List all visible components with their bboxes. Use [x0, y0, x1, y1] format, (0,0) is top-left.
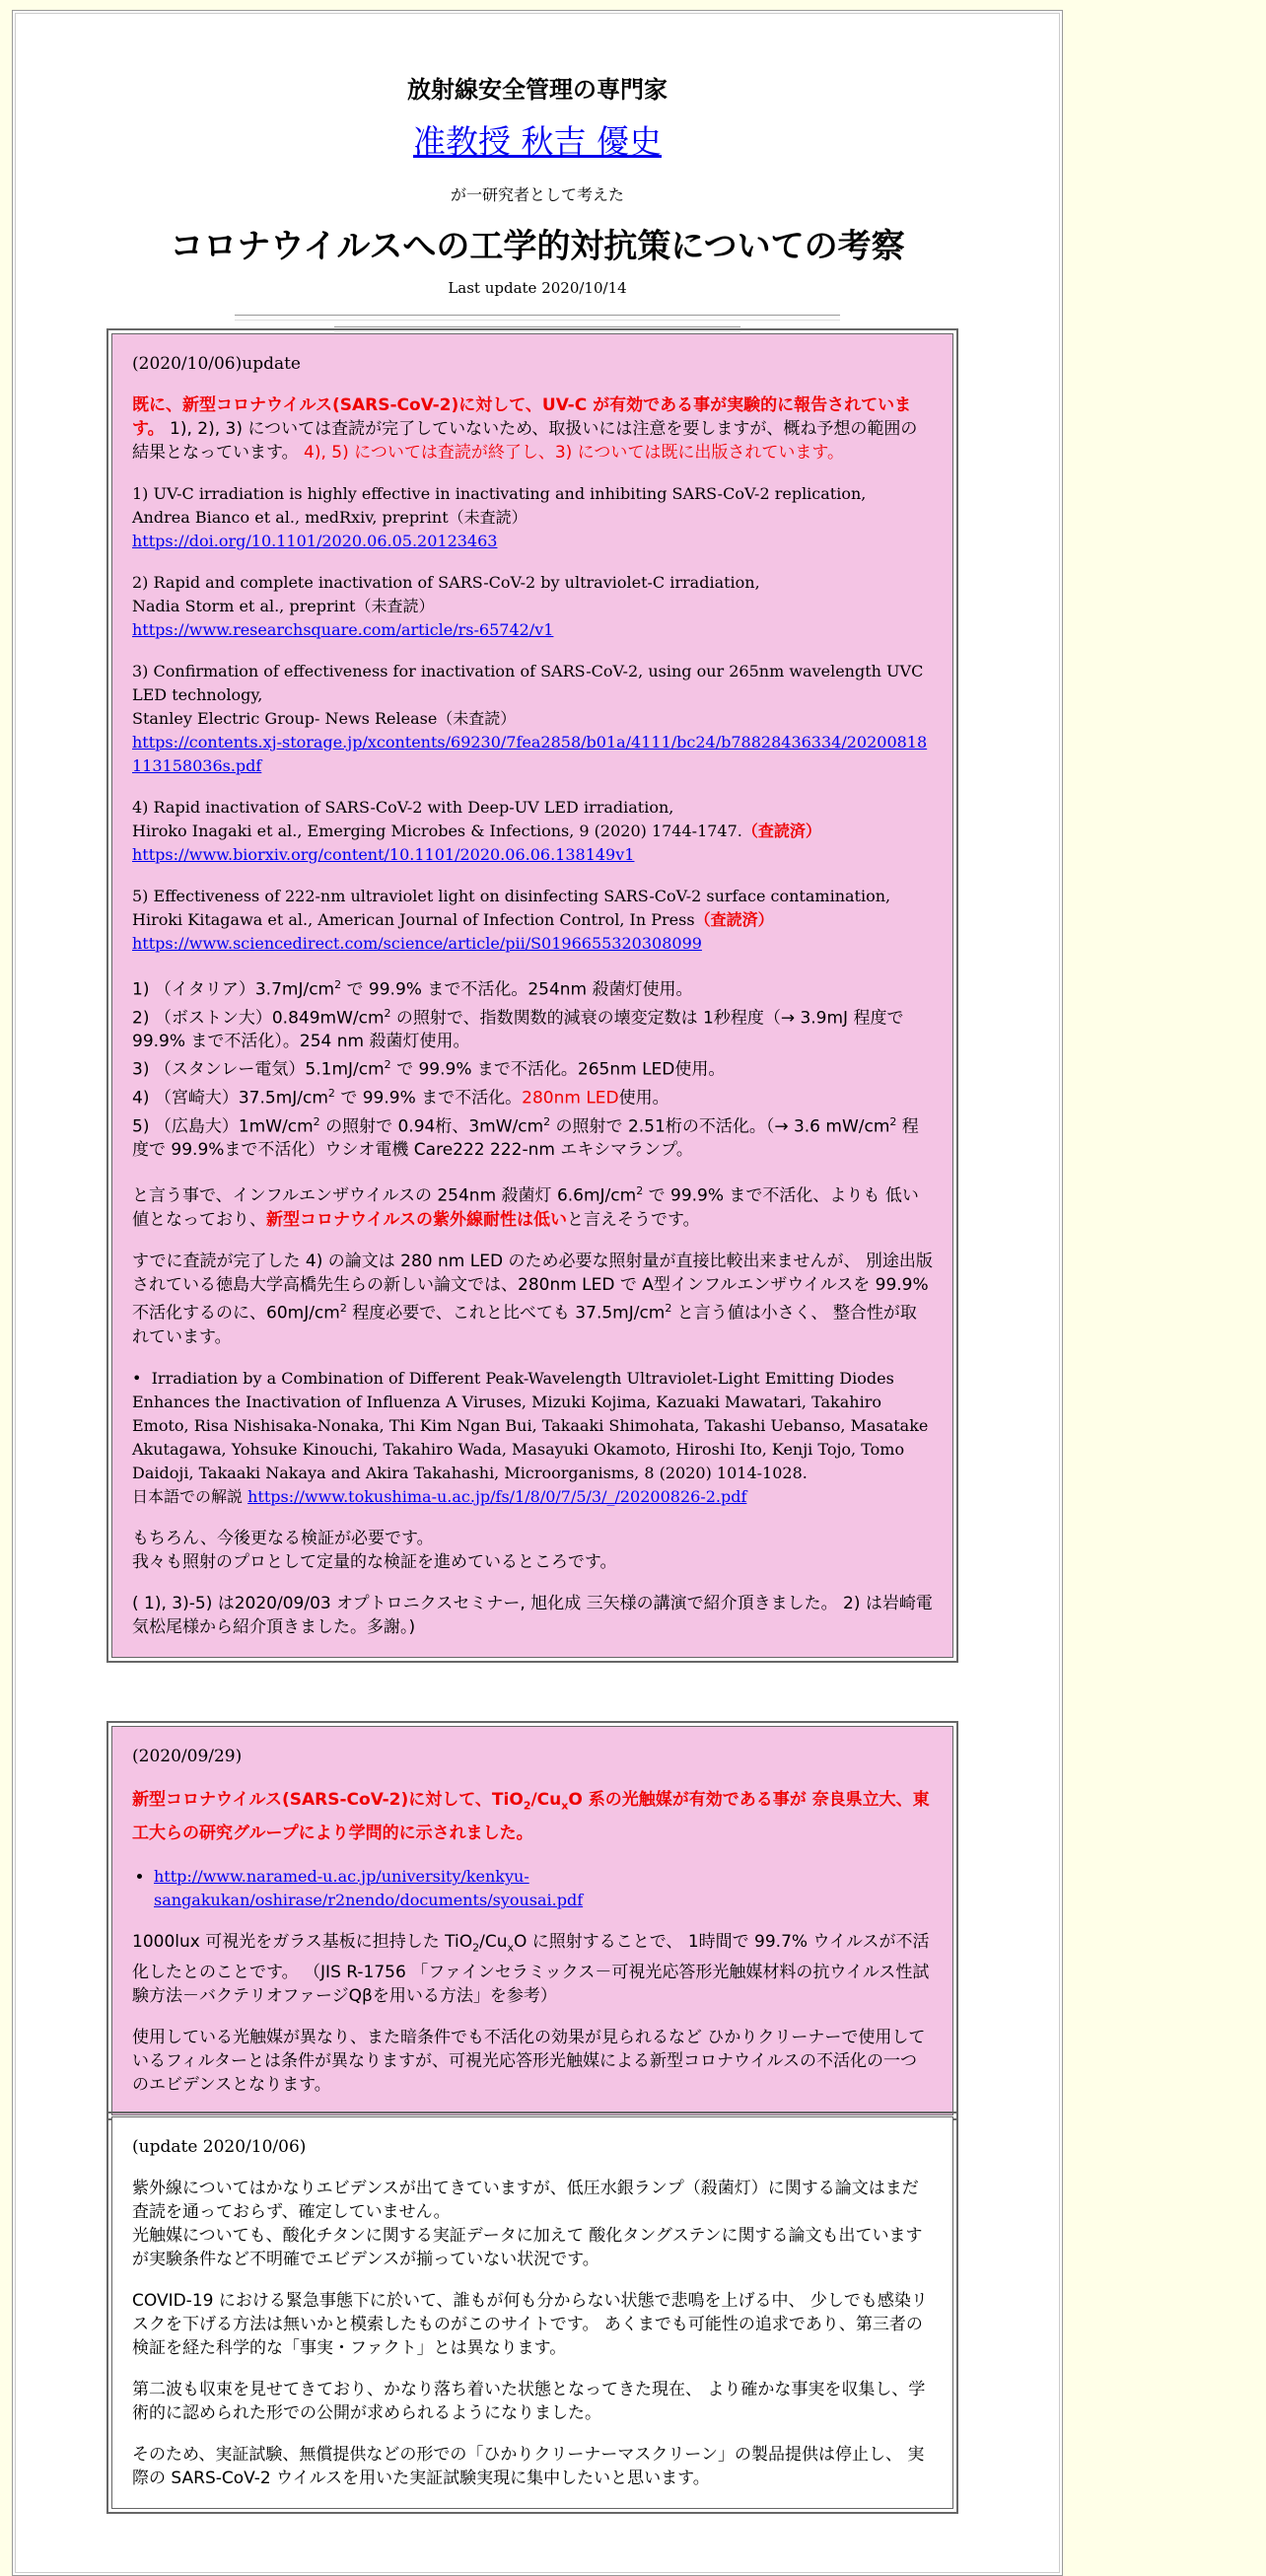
- last-update: Last update 2020/10/14: [448, 279, 627, 297]
- ref-link[interactable]: https://doi.org/10.1101/2020.06.05.20123463: [132, 532, 498, 550]
- lead-highlight: 既に、新型コロナウイルス(SARS-CoV-2)に対して、UV-C が有効である事が実験的に報告されています。: [132, 395, 912, 439]
- box-date: (2020/10/06)update: [132, 354, 301, 374]
- subscript: 2: [523, 1799, 531, 1813]
- lead-text: /Cu: [530, 1790, 562, 1810]
- superscript: 2: [313, 1114, 320, 1128]
- ref-title: 2) Rapid and complete inactivation of SARS-CoV-2 by ultraviolet-C irradiation,: [132, 573, 760, 592]
- ref-title: 4) Rapid inactivation of SARS-CoV-2 with Deep-UV LED irradiation,: [132, 798, 674, 817]
- result-4-end: 使用。: [618, 1088, 669, 1109]
- ref-title: 3) Confirmation of effectiveness for inactivation of SARS-CoV-2, using our 265nm wavelength UVC LED technology,: [132, 662, 924, 704]
- result-2: 2) （ボストン大）0.849mW/cm: [132, 1008, 385, 1029]
- divider: [235, 315, 840, 321]
- photocatalyst-box: [106, 1721, 958, 2120]
- superscript: 2: [327, 1086, 335, 1100]
- result-5-rest: 程度で 99.9%まで不活化）ウシオ電機 Care222 222-nm エキシマランプ。: [132, 1116, 919, 1161]
- bullet-reference: [132, 1367, 933, 1509]
- superscript: 2: [889, 1114, 897, 1128]
- result-5-mid2: の照射で 2.51桁の不活化。（→ 3.6 mW/cm: [550, 1116, 890, 1137]
- uvc-update-box: [106, 328, 958, 1663]
- ref-authors: Stanley Electric Group- News Release（未査読）: [132, 709, 517, 728]
- subscript: x: [561, 1799, 569, 1813]
- superscript: 2: [339, 1301, 347, 1315]
- box-date: (2020/09/29): [132, 1747, 243, 1766]
- further-verification: [132, 1527, 933, 1574]
- evidence-uv: 紫外線についてはかなりエビデンスが出てきていますが、低圧水銀ランプ（殺菌灯）に関する論文はまだ査読を通っておらず、確定していません。: [132, 2179, 919, 2222]
- author-role: が一研究者として考えた: [450, 185, 624, 204]
- ref-link[interactable]: https://contents.xj-storage.jp/xcontents/69230/7fea2858/b01a/4111/bc24/b78828436334/20200818113158036s.pdf: [132, 733, 928, 775]
- conclusion-text: と言う事で、インフルエンザウイルスの 254nm 殺菌灯 6.6mJ/cm: [132, 1185, 637, 1206]
- conclusion-text: と言えそうです。: [566, 1209, 700, 1230]
- detail-text: O に照射することで、 1時間で 99.7% ウイルスが不活化したとのことです。 （JIS R-1756 「ファインセラミックス－可視光応答形光触媒材料の抗ウイルス性試験方法－バクテリオファージQβを用いる方法」を参考）: [132, 1932, 930, 2006]
- further-text-1: もちろん、今後更なる検証が必要です。: [132, 1528, 434, 1548]
- ref-link[interactable]: https://www.sciencedirect.com/science/article/pii/S0196655320308099: [132, 934, 702, 953]
- superscript: 2: [636, 1184, 644, 1198]
- product-suspension-note: そのため、実証試験、無償提供などの形での「ひかりクリーナーマスクリーン」の製品提供は停止し、 実際の SARS-CoV-2 ウイルスを用いた実証試験実現に集中したいと思います。: [132, 2445, 925, 2488]
- ref-link[interactable]: https://www.biorxiv.org/content/10.1101/2020.06.06.138149v1: [132, 845, 635, 864]
- photocatalyst-note: 使用している光触媒が異なり、また暗条件でも不活化の効果が見られるなど ひかりクリーナーで使用しているフィルターとは条件が異なりますが、可視光応答形光触媒による新型コロナウイルスの不活化の一つのエビデンスとなります。: [132, 2027, 926, 2095]
- result-2-rest: の照射で、指数関数的減衰の壊変定数は 1秒程度（→ 3.9mJ 程度で 99.9% まで不活化）。254 nm 殺菌灯使用。: [132, 1008, 904, 1052]
- comparison-text: すでに査読が完了した 4) の論文は 280 nm LED のため必要な照射量が直接比較出来ませんが、 別途出版されている徳島大学高橋先生らの新しい論文では、280nm LED で A型インフルエンザウイルスを 99.9% 不活化するのに、60mJ/cm: [132, 1251, 933, 1324]
- result-1-rest: で 99.9% まで不活化。254nm 殺菌灯使用。: [341, 979, 693, 1000]
- result-4: 4) （宮崎大）37.5mJ/cm: [132, 1088, 328, 1109]
- ref-authors: Hiroko Inagaki et al., Emerging Microbes & Infections, 9 (2020) 1744-1747.: [132, 822, 742, 840]
- reference-3: [132, 660, 933, 778]
- conclusion-highlight: 新型コロナウイルスの紫外線耐性は低い: [266, 1209, 567, 1230]
- reference-4: [132, 796, 933, 867]
- peer-reviewed-tag: （査読済）: [741, 822, 821, 840]
- page-header: [13, 11, 1062, 344]
- photocatalyst-lead: [132, 1786, 933, 1847]
- uvc-lead: [132, 394, 933, 465]
- superscript: 2: [543, 1114, 551, 1128]
- detail-text: /Cu: [479, 1932, 508, 1953]
- ref-link[interactable]: https://www.researchsquare.com/article/rs-65742/v1: [132, 620, 554, 639]
- superscript: 2: [384, 1058, 391, 1072]
- evidence-photocatalyst: 光触媒についても、酸化チタンに関する実証データに加えて 酸化タングステンに関する論文も出ていますが実験条件など不明確でエビデンスが揃っていない状況です。: [132, 2226, 923, 2269]
- jp-explain-link[interactable]: https://www.tokushima-u.ac.jp/fs/1/8/0/7/5/3/_/20200826-2.pdf: [247, 1486, 747, 1506]
- ref-title: 5) Effectiveness of 222-nm ultraviolet light on disinfecting SARS-CoV-2 surface contamination, Hiroki Kitagawa et al., American Journal of Infection Control, In Press: [132, 887, 891, 929]
- naramed-link[interactable]: http://www.naramed-u.ac.jp/university/kenkyu-sangakukan/oshirase/r2nendo/documents/syousai.pdf: [154, 1867, 584, 1910]
- box-date: (update 2020/10/06): [132, 2137, 307, 2157]
- photocatalyst-detail: [132, 1930, 933, 2007]
- results-list: [132, 973, 933, 1162]
- ref-authors: Nadia Storm et al., preprint（未査読）: [132, 597, 435, 615]
- subscript: x: [507, 1941, 514, 1955]
- second-wave-note: 第二波も収束を見せてきており、かなり落ち着いた状態となってきた現在、 より確かな事実を収集し、学術的に認められた形での公開が求められるようになりました。: [132, 2380, 926, 2423]
- site-purpose: COVID-19 における緊急事態下に於いて、誰もが何も分からない状態で悲鳴を上げる中、 少しでも感染リスクを下げる方法は無いかと模索したものがこのサイトです。 あくまでも可能性の追求であり、第三者の検証を経た科学的な「事実・ファクト」とは異なります。: [132, 2291, 928, 2358]
- conclusion-text: で 99.9% まで不活化、よりも 低い値となっており、: [132, 1185, 919, 1230]
- author-link[interactable]: 准教授 秋吉 優史: [413, 122, 662, 161]
- peer-reviewed-tag: （査読済）: [694, 910, 774, 929]
- further-text-2: 我々も照射のプロとして定量的な検証を進めているところです。: [132, 1551, 617, 1572]
- superscript: 2: [334, 978, 342, 991]
- result-5-mid: の照射で 0.94桁、3mW/cm: [319, 1116, 544, 1137]
- comparison-text: 程度必要で、これと比べても 37.5mJ/cm: [346, 1303, 666, 1324]
- result-4-rest: で 99.9% まで不活化。: [334, 1088, 523, 1109]
- lead-text: 1), 2), 3) については査読が完了していないため、取扱いには注意を要しますが、概ね予想の範囲の結果となっています。: [132, 419, 918, 463]
- ref-title: 1) UV-C irradiation is highly effective in inactivating and inhibiting SARS-CoV-2 replication,: [132, 484, 867, 503]
- evidence-status: [132, 2177, 933, 2271]
- subscript: 2: [472, 1941, 480, 1955]
- bullet-ref-text: Irradiation by a Combination of Different Peak-Wavelength Ultraviolet-Light Emitting Diodes Enhances the Inactivation of Influenza A Viruses, Mizuki Kojima, Kazuaki Mawatari, Takahiro Emoto, Risa Nishisaka-Nonaka, Thi Kim Ngan Bui, Takaaki Shimohata, Takashi Uebanso, Masatake Akutagawa, Yohsuke Kinouchi, Takahiro Wada, Masayuki Okamoto, Hiroshi Ito, Kenji Tojo, Tomo Daidoji, Takaaki Nakaya and Akira Takahashi, Microorganisms, 8 (2020) 1014-1028.: [132, 1368, 929, 1482]
- result-5: 5) （広島大）1mW/cm: [132, 1116, 314, 1137]
- page-title: コロナウイルスへの工学的対抗策についての考察: [170, 227, 905, 266]
- acknowledgement: ( 1), 3)-5) は2020/09/03 オプトロニクスセミナー, 旭化成 三矢様の講演で紹介頂きました。 2) は岩崎電気松尾様から紹介頂きました。多謝。): [132, 1593, 933, 1637]
- superscript: 2: [665, 1301, 672, 1315]
- reference-5: [132, 885, 933, 956]
- lead-text: O 系の光触媒が有効である事が 奈良県立大、東工大らの研究グループにより学問的に示されました。: [132, 1790, 930, 1844]
- superscript: 2: [384, 1006, 391, 1020]
- ref-authors: Andrea Bianco et al., medRxiv, preprint（未査読）: [132, 508, 528, 527]
- jp-explain-label: 日本語での解説: [132, 1486, 248, 1506]
- reference-2: [132, 571, 933, 642]
- page-subtitle: 放射線安全管理の専門家: [407, 75, 668, 104]
- bullet-icon: •: [132, 1368, 152, 1388]
- comparison-text: と言う値は小さく、 整合性が取れています。: [132, 1303, 917, 1347]
- conclusion: [132, 1180, 933, 1232]
- lead-text: 新型コロナウイルス(SARS-CoV-2)に対して、TiO: [132, 1790, 524, 1810]
- link-list: [132, 1865, 933, 1912]
- detail-text: 1000lux 可視光をガラス基板に担持した TiO: [132, 1932, 473, 1953]
- result-3-rest: で 99.9% まで不活化。265nm LED使用。: [390, 1059, 726, 1080]
- lead-note: 4), 5) については査読が終了し、3) については既に出版されています。: [304, 443, 844, 463]
- result-3: 3) （スタンレー電気）5.1mJ/cm: [132, 1059, 385, 1080]
- result-1: 1) （イタリア）3.7mJ/cm: [132, 979, 335, 1000]
- comparison-paragraph: [132, 1250, 933, 1349]
- reference-1: [132, 482, 933, 553]
- status-update-box: [106, 2111, 958, 2514]
- list-item: [154, 1865, 933, 1912]
- result-4-highlight: 280nm LED: [522, 1088, 619, 1109]
